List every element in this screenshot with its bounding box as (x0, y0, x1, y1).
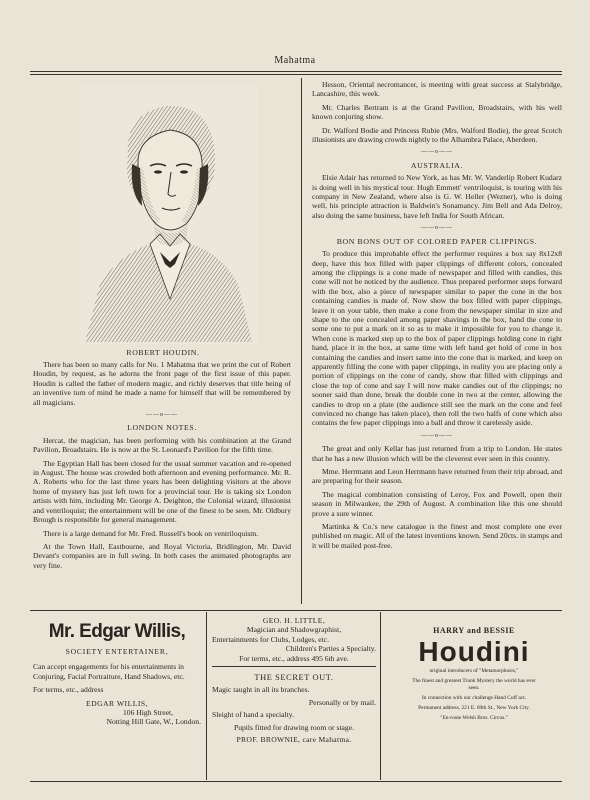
paragraph: There has been so many calls for No. 1 Mahatma that we print the cut of Robert Houdin, by request, as he adorns the front page of the first issue of this paper. Houdin is called the father of modern magic, and richly deserves that title being of an inventive turn of mind he made a name for himself that will be remembered by all magicians. (33, 360, 291, 407)
ad-text: Magician and Shadowgraphist, (246, 625, 342, 635)
section-heading: LONDON NOTES. (127, 423, 197, 433)
ad-geo-little (212, 616, 376, 663)
section-heading: BON BONS OUT OF COLORED PAPER CLIPPINGS. (336, 236, 538, 246)
ad-text: "En-route Welsh Bros. Circus." (440, 715, 508, 721)
paragraph: To produce this improbable effect the performer requires a box say 8x12x8 deep, have this box filled with paper clippings of different colors, concealed among the clippings is a cone made of newspaper and filled with candies, this cone will not be noticed by the audience. Thus prepared performer steps forward with the box, also a piece of newspaper similar to paper the cone in the box containing candies is made of. Now show the box filled with paper clippings, leave it on your table, then make a cone from the newspaper similar in size and shape to the one concealed among paper shavings in the box, hand the cone to some one to put a mark on it so as to make it impossible for you to change it. When cone is marked step up to the box of paper clippings holding cone in right hand, place it in the box, at same time with left hand get hold of cone in box containing the candies and insert same into the cone that is marked, and keep on apparently filling the cone with paper clippings, in reality you are placing only a portion of clippings on the cone of candy, show that filled with clippings and close the top of cone and say I will now make candies out of the clippings; no sooner said than done, break the double cone in two at the center, allowing the candies to drop on a plate (the audience still see the mark on the cone and feel convinced no change has taken place), then roll the two halfs of cone which also contains the few paper clippings into a ball and throw it carelessly aside. (312, 249, 562, 428)
paragraph: Mme. Herrmann and Leon Herrmann have returned from their trip abroad, and are preparing for their season. (312, 467, 562, 486)
ad-text: Sleight of hand a specialty. (212, 710, 294, 720)
separator: ——o—— (146, 412, 178, 419)
ad-text: Entertainments for Clubs, Lodges, etc. (212, 634, 330, 644)
ad-houdini (386, 626, 562, 722)
ad-name: Houdini (418, 636, 530, 667)
separator: ——o—— (421, 149, 453, 156)
ad-text: Children's Parties a Specialty. (285, 644, 376, 654)
paragraph: Hercat, the magician, has been performing with his combination at the Grand Pavilion, Broadstairs. He is now at the St. Leonard's Pavilion for the fifth time. (33, 435, 291, 455)
ad-text: For terms, etc., address (33, 685, 104, 695)
portrait-caption: ROBERT HOUDIN. (126, 348, 200, 357)
ad-text: original introducers of "Metamorphosis," (429, 668, 519, 674)
ad-text: Personally or by mail. (308, 697, 376, 707)
ad-text: Magic taught in all its branches. (212, 685, 310, 695)
ads-bottom-rule (30, 781, 562, 782)
paragraph: Hesson, Oriental necromancer, is meeting with great success at Stalybridge, Lancashire, this week. (312, 80, 562, 99)
paragraph: Mr. Charles Bertram is at the Grand Pavilion, Broadstairs, with his well known conjuring show. (312, 102, 562, 122)
ad-text: Notting Hill Gate, W., London. (106, 717, 201, 727)
ad-top: HARRY and BESSIE (433, 626, 515, 635)
ad-name: GEO. H. LITTLE, (262, 616, 326, 625)
ad-rule (212, 666, 376, 667)
right-column (312, 80, 562, 554)
separator: ——o—— (421, 225, 453, 232)
paragraph: At the Town Hall, Eastbourne, and Royal Victoria, Bridlington, Mr. David Devant's companies are in full swing. In both cases the animated photographs are very fine. (33, 541, 291, 570)
ad-text: Pupils fitted for drawing room or stage. (233, 722, 354, 732)
paragraph: The Egyptian Hall has been closed for the usual summer vacation and re-opened in August. The house was crowded both afternoon and evening performance. Mr. R. A. Roberts who for the last three years has been delighting visitors at the above home of mystery has just left town for a provincial tour. He is taking six London artists with him, including Mr. George A. Deighton, the Colonial wizard, illusionist and ventriloquist; the entertainment will be one of the finest to be seen. Mr. Oldbury Brough is responsible for general management. (33, 458, 291, 525)
column-divider (301, 78, 302, 604)
ad-text: EDGAR WILLIS, (85, 698, 149, 708)
ad-text: 106 High Street, (123, 708, 173, 718)
paragraph: Dr. Walford Bodie and Princess Rubie (Mrs. Walford Bodie), the great Scotch illusionists are drawing crowds nightly to the Alhambra Palace, Aberdeen. (312, 125, 562, 145)
ad-text: Permanent address, 221 E. 69th St., New York City. (418, 705, 530, 711)
running-head: Mahatma (274, 55, 316, 66)
paragraph: Martinka & Co.'s new catalogue is the finest and most complete one ever published on magic. All of the latest inventions known. Send 20cts. in stamps and it will be mailed post-free. (312, 522, 562, 550)
left-column (33, 360, 291, 574)
header-rule-thin (30, 74, 562, 75)
paragraph: The great and only Kellar has just returned from a trip to London. He states that he has a new illusion which will be the cleverest ever seen in this country. (312, 444, 562, 463)
paragraph: Elsie Adair has returned to New York, as has Mr. W. Vanderlip Robert Kudarz is doing well in his mystical tour. Hugh Emmett' ventriloquist, is touring with his company in New Zealand, where also is G. W. Heller (Wezner), who is doing well, his principle attraction is Baldwin's Sonamancy. Jim Bell and Ada Delroy, also doing the same business, have left India for South African. (312, 173, 562, 220)
ad-text: PROF. BROWNIE, care Mahatma. (236, 735, 352, 745)
ad-edgar-willis (33, 620, 201, 727)
header-rule (30, 71, 562, 72)
separator: ——o—— (421, 432, 453, 439)
paragraph: The magical combination consisting of Leroy, Fox and Powell, open their season in Milwaukee, the 29th of August. A combination like this one should prove a sure winner. (312, 489, 562, 518)
ads-divider-1 (206, 612, 207, 780)
ad-title: SOCIETY ENTERTAINER, (65, 647, 169, 656)
paragraph: There is a large demand for Mr. Fred. Russell's book on ventriloquism. (43, 528, 259, 538)
ad-text: The finest and greatest Trunk Mystery the world has ever seen. (412, 678, 536, 691)
ad-name: Mr. Edgar Willis, (48, 621, 186, 642)
ad-text: For terms, etc., address 495 6th ave. (239, 653, 349, 663)
ads-divider-2 (380, 612, 381, 780)
section-heading: AUSTRALIA. (410, 160, 464, 170)
robert-houdin-portrait (80, 84, 258, 344)
ad-text: In connection with our challenge Hand Cuff act. (421, 695, 527, 701)
ads-top-rule (30, 610, 562, 611)
ad-secret-out (212, 672, 376, 746)
ad-heading: THE SECRET OUT. (254, 673, 334, 682)
ad-text: Can accept engagements for his entertainments in Conjuring, Facial Portraiture, Hand Shadows, etc. (33, 662, 185, 681)
